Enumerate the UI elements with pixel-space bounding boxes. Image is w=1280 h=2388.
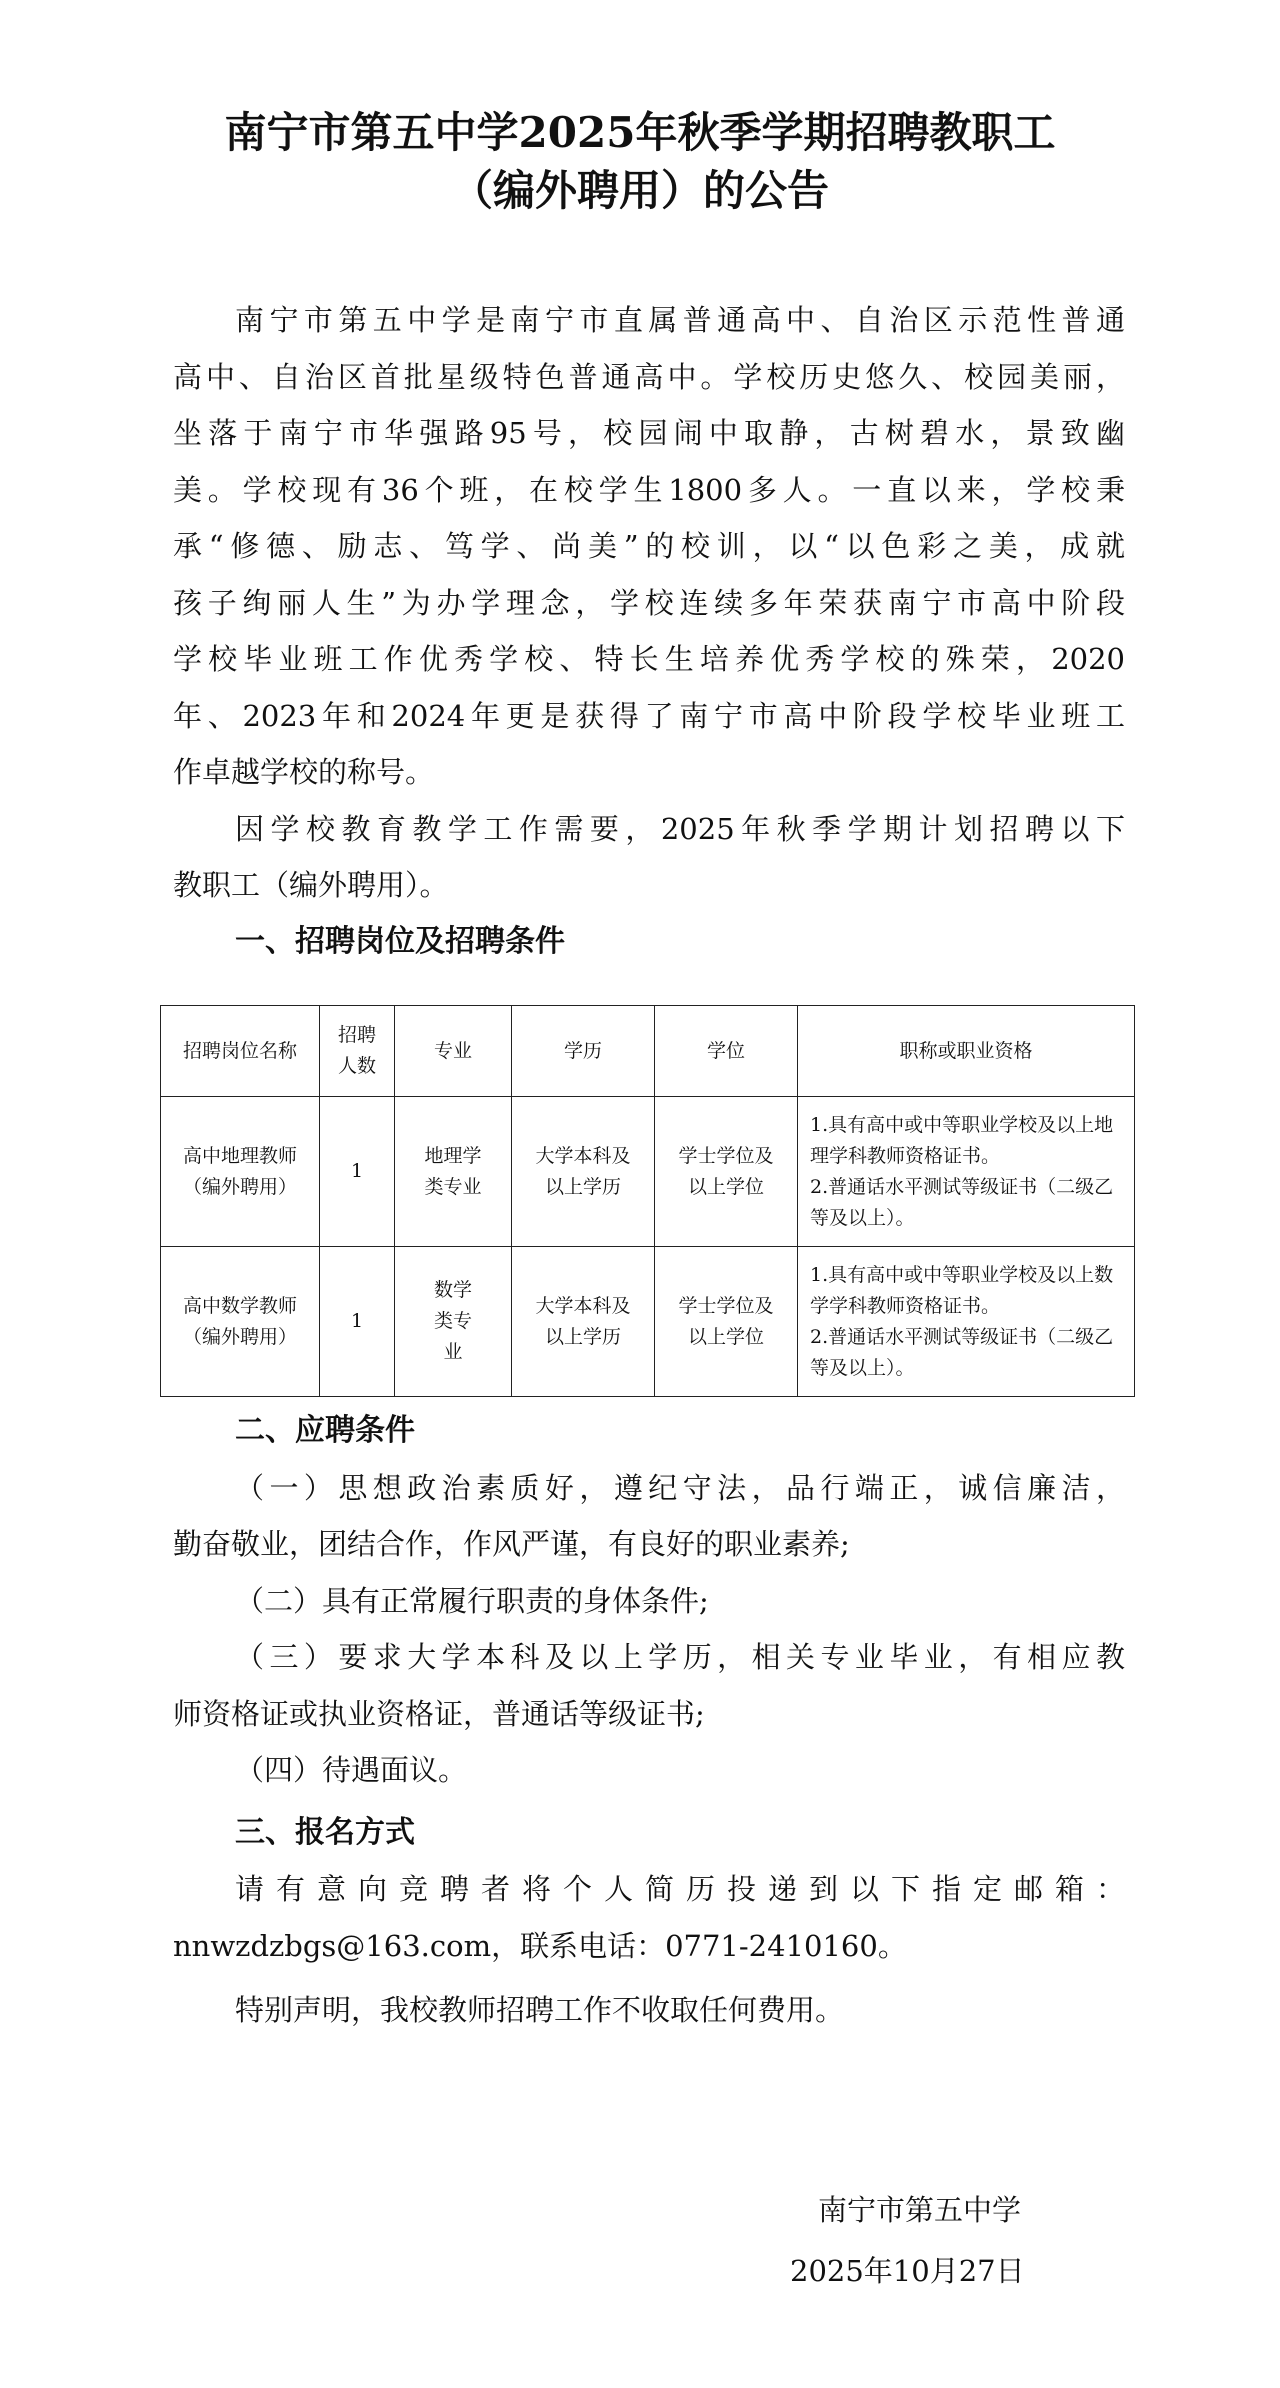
text-line: 学校毕业班工作优秀学校、特长生培养优秀学校的殊荣，2020 <box>173 642 1125 676</box>
header-cell: 学位 <box>655 1006 798 1097</box>
title-line: （编外聘用）的公告 <box>450 166 829 215</box>
text-line: 坐落于南宁市华强路95号，校园闹中取静，古树碧水，景致幽 <box>173 416 1125 450</box>
qualification-item: 2.普通话水平测试等级证书（二级乙等及以上）。 <box>810 1175 1114 1229</box>
qualification-item: 1.具有高中或中等职业学校及以上数学学科教师资格证书。 <box>810 1263 1114 1317</box>
text-line: 因学校教育教学工作需要，2025年秋季学期计划招聘以下 <box>235 811 1125 846</box>
header-cell: 招聘人数 <box>320 1006 395 1097</box>
text-line: （二）具有正常履行职责的身体条件; <box>235 1583 709 1618</box>
text-line: 作卓越学校的称号。 <box>173 755 435 789</box>
intro-paragraphs <box>173 292 1125 970</box>
cell-degree: 学士学位及以上学位 <box>655 1097 798 1247</box>
positions-table <box>160 1005 1135 1397</box>
text-line: （一）思想政治素质好，遵纪守法，品行端正，诚信廉洁， <box>235 1470 1125 1505</box>
qualification-item: 2.普通话水平测试等级证书（二级乙等及以上）。 <box>810 1325 1114 1379</box>
text-line: 师资格证或执业资格证，普通话等级证书; <box>173 1696 705 1731</box>
qualification-item: 1.具有高中或中等职业学校及以上地理学科教师资格证书。 <box>810 1113 1114 1167</box>
signature-org: 南宁市第五中学 <box>818 2193 1022 2227</box>
conditions-section <box>173 1403 1125 2039</box>
cell-position: 高中地理教师（编外聘用） <box>161 1097 320 1247</box>
text-line: （四）待遇面议。 <box>235 1753 468 1787</box>
header-cell: 招聘岗位名称 <box>161 1006 320 1097</box>
cell-education: 大学本科及以上学历 <box>512 1247 655 1397</box>
cell-qualification <box>798 1097 1135 1247</box>
header-cell: 专业 <box>395 1006 512 1097</box>
cell-major: 数学类专业 <box>395 1247 512 1397</box>
cell-education: 大学本科及以上学历 <box>512 1097 655 1247</box>
cell-count: 1 <box>320 1247 395 1397</box>
text-line: 美。学校现有36个班，在校学生1800多人。一直以来，学校秉 <box>173 472 1125 507</box>
text-line: 教职工（编外聘用）。 <box>173 868 449 902</box>
text-line: 特别声明，我校教师招聘工作不收取任何费用。 <box>235 1993 845 2027</box>
table-row <box>161 1247 1135 1397</box>
section-heading: 一、招聘岗位及招聘条件 <box>235 923 565 959</box>
table-header-row <box>161 1006 1135 1097</box>
section-heading: 二、应聘条件 <box>235 1413 415 1448</box>
text-line: 年、2023年和2024年更是获得了南宁市高中阶段学校毕业班工 <box>173 698 1125 733</box>
text-line: 高中、自治区首批星级特色普通高中。学校历史悠久、校园美丽， <box>173 359 1125 394</box>
text-line: （三）要求大学本科及以上学历，相关专业毕业，有相应教 <box>235 1640 1125 1674</box>
contact-line: nnwzdzbgs@163.com，联系电话：0771-2410160。 <box>173 1928 907 1963</box>
header-cell: 学历 <box>512 1006 655 1097</box>
cell-major: 地理学类专业 <box>395 1097 512 1247</box>
text-line: 南宁市第五中学是南宁市直属普通高中、自治区示范性普通 <box>235 303 1125 337</box>
cell-degree: 学士学位及以上学位 <box>655 1247 798 1397</box>
text-line: 请有意向竞聘者将个人简历投递到以下指定邮箱： <box>235 1872 1125 1906</box>
cell-position: 高中数学教师（编外聘用） <box>161 1247 320 1397</box>
cell-count: 1 <box>320 1097 395 1247</box>
cell-qualification <box>798 1247 1135 1397</box>
table-row <box>161 1097 1135 1247</box>
signature-date: 2025年10月27日 <box>790 2254 1025 2288</box>
text-line: 勤奋敬业，团结合作，作风严谨，有良好的职业素养; <box>173 1527 850 1561</box>
section-heading: 三、报名方式 <box>235 1814 415 1850</box>
title-line: 南宁市第五中学2025年秋季学期招聘教职工 <box>224 108 1056 157</box>
header-cell: 职称或职业资格 <box>798 1006 1135 1097</box>
text-line: 孩子绚丽人生”为办学理念，学校连续多年荣获南宁市高中阶段 <box>173 585 1125 620</box>
text-line: 承“修德、励志、笃学、尚美”的校训，以“以色彩之美，成就 <box>173 529 1125 563</box>
page-title <box>0 104 1280 220</box>
